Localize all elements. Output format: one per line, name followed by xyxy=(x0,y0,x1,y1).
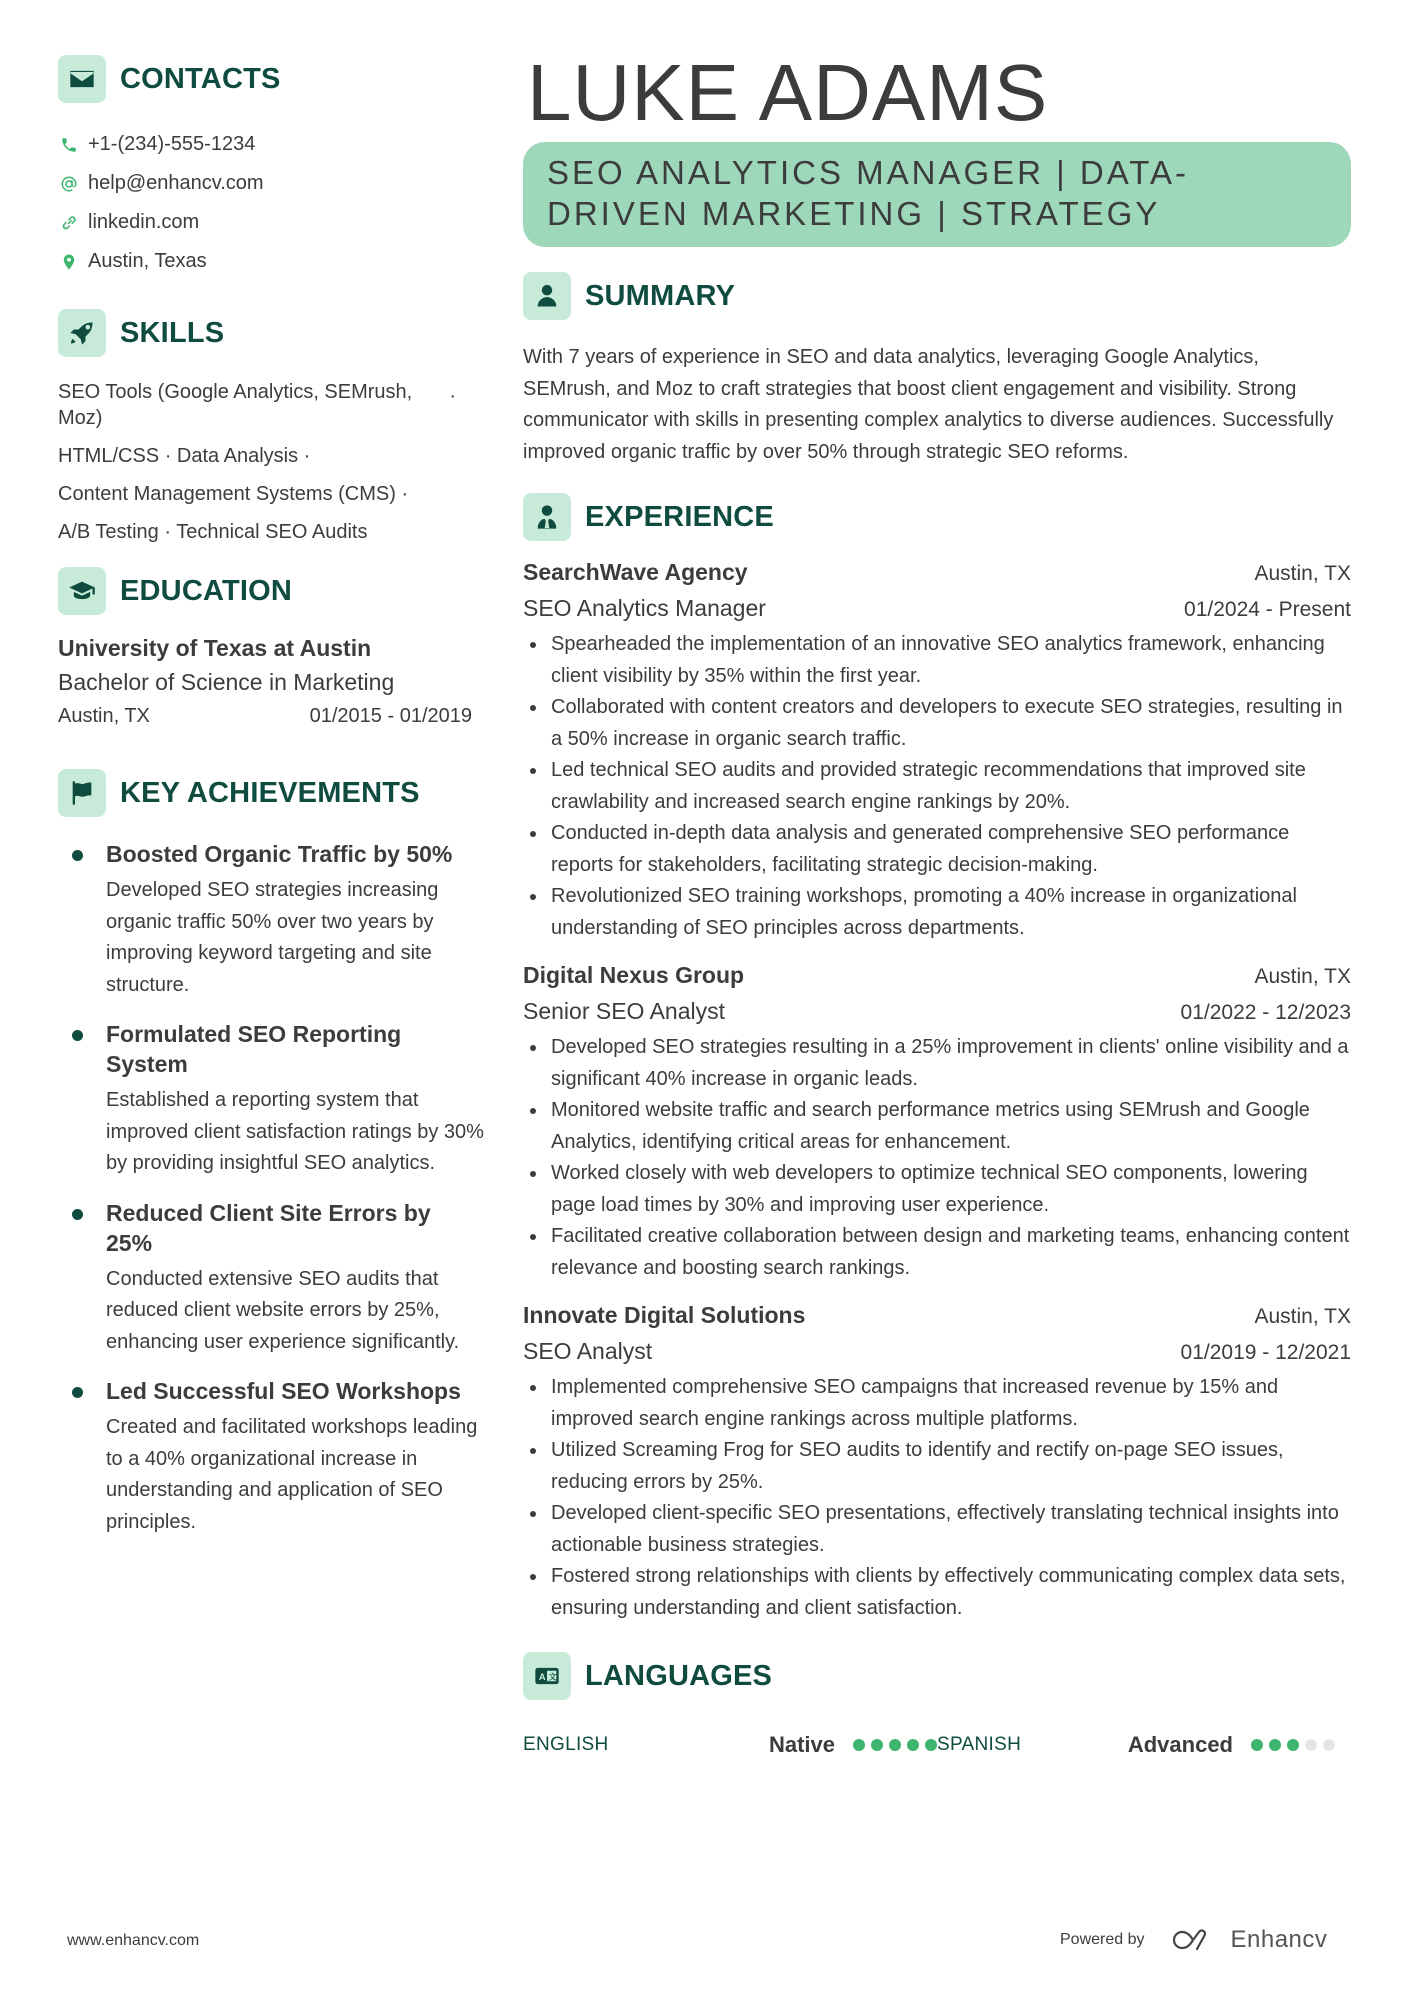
job-bullets xyxy=(523,629,1351,944)
skill-item: A/B Testing xyxy=(58,521,159,543)
graduation-cap-icon xyxy=(58,567,106,615)
achievement-title: Formulated SEO Reporting System xyxy=(106,1021,402,1077)
achievement-item xyxy=(58,1019,484,1180)
job-location: Austin, TX xyxy=(1254,965,1351,988)
user-icon xyxy=(523,272,571,320)
job-role: SEO Analyst xyxy=(523,1338,653,1364)
job-bullet: Developed client-specific SEO presentations, effectively translating technical insights into actionable business strategies. xyxy=(523,1498,1351,1561)
achievements-title: KEY ACHIEVEMENTS xyxy=(120,776,420,809)
achievement-description: Created and facilitated workshops leading to a 40% organizational increase in understanding and application of SEO principles. xyxy=(106,1416,478,1533)
title-banner xyxy=(523,142,1351,247)
language-item xyxy=(937,1732,1351,1758)
dot-filled-icon xyxy=(925,1739,937,1751)
linkedin-value[interactable]: linkedin.com xyxy=(88,211,200,233)
svg-text:A: A xyxy=(538,1672,546,1683)
job-bullets xyxy=(523,1372,1351,1624)
dot-filled-icon xyxy=(889,1739,901,1751)
proficiency-dots xyxy=(1251,1739,1335,1751)
language-name: SPANISH xyxy=(937,1734,1022,1755)
job-company: SearchWave Agency xyxy=(523,559,748,585)
contacts-list xyxy=(58,125,478,281)
skill-line xyxy=(58,379,456,431)
job-subheader-row xyxy=(523,1334,1351,1370)
job-bullet: Developed SEO strategies resulting in a 25% improvement in clients' online visibility and a significant 40% increase in organic leads. xyxy=(523,1032,1351,1095)
left-column xyxy=(58,55,484,1556)
job-company: Innovate Digital Solutions xyxy=(523,1302,806,1328)
contact-phone xyxy=(58,125,478,164)
job-bullet: Monitored website traffic and search performance metrics using SEMrush and Google Analytics, identifying critical areas for enhancement. xyxy=(523,1095,1351,1158)
education-meta xyxy=(58,699,472,733)
dot-filled-icon xyxy=(907,1739,919,1751)
education-header xyxy=(58,567,478,615)
skill-item: Data Analysis xyxy=(176,445,299,467)
job-bullet: Fostered strong relationships with clients by effectively communicating complex data sets, ensuring understanding and client satisfaction. xyxy=(523,1561,1351,1624)
job-subheader-row xyxy=(523,994,1351,1030)
job-bullets xyxy=(523,1032,1351,1284)
job-entry xyxy=(523,555,1351,944)
bullet-dot-icon xyxy=(72,850,83,861)
skill-item: HTML/CSS xyxy=(58,445,160,467)
summary-header xyxy=(523,272,1351,320)
languages-list xyxy=(523,1730,1351,1760)
link-icon xyxy=(58,212,80,234)
job-bullet: Worked closely with web developers to optimize technical SEO components, lowering page load times by 30% and improving user experience. xyxy=(523,1158,1351,1221)
language-level: Advanced xyxy=(1127,1732,1233,1757)
candidate-title: SEO ANALYTICS MANAGER | DATA-DRIVEN MARKETING | STRATEGY xyxy=(547,154,1190,232)
proficiency-dots xyxy=(853,1739,937,1751)
location-value: Austin, Texas xyxy=(88,250,207,272)
job-bullet: Collaborated with content creators and developers to execute SEO strategies, resulting in a 50% increase in organic search traffic. xyxy=(523,692,1351,755)
svg-text:文: 文 xyxy=(548,1672,557,1682)
phone-value[interactable]: +1-(234)-555-1234 xyxy=(88,133,256,155)
job-header-row xyxy=(523,1298,1351,1334)
right-column xyxy=(523,48,1351,1760)
candidate-name: LUKE ADAMS xyxy=(527,48,1049,137)
email-value[interactable]: help@enhancv.com xyxy=(88,172,264,194)
dot-filled-icon xyxy=(871,1739,883,1751)
job-subheader-row xyxy=(523,591,1351,627)
skills-list xyxy=(58,379,478,545)
skill-item: Technical SEO Audits xyxy=(176,521,368,543)
job-company: Digital Nexus Group xyxy=(523,962,745,988)
job-header-row xyxy=(523,555,1351,591)
footer-branding xyxy=(1060,1926,1327,1954)
dot-empty-icon xyxy=(1323,1739,1335,1751)
languages-title: LANGUAGES xyxy=(585,1659,773,1692)
achievements-header xyxy=(58,769,478,817)
job-entry xyxy=(523,1298,1351,1624)
language-name: ENGLISH xyxy=(523,1734,609,1755)
experience-header xyxy=(523,493,1351,541)
user-tie-icon xyxy=(523,493,571,541)
education-location: Austin, TX xyxy=(58,705,150,727)
flag-icon xyxy=(58,769,106,817)
brand-name: Enhancv xyxy=(1230,1926,1328,1953)
job-bullet: Conducted in-depth data analysis and generated comprehensive SEO performance reports for stakeholders, facilitating strategic decision-making. xyxy=(523,818,1351,881)
skill-item: SEO Tools (Google Analytics, SEMrush, Moz) xyxy=(58,381,413,429)
skill-line xyxy=(58,443,478,469)
contacts-title: CONTACTS xyxy=(120,62,281,95)
language-item xyxy=(523,1732,937,1758)
contact-location xyxy=(58,242,478,281)
languages-header xyxy=(523,1652,1351,1700)
summary-text: With 7 years of experience in SEO and data analytics, leveraging Google Analytics, SEMrush, and Moz to craft strategies that boost client engagement and visibility. Strong communicator with skills in presenting complex analytics to diverse audiences. Successfully improved organic traffic by over 50% through strategic SEO reforms. xyxy=(523,346,1334,463)
dot-filled-icon xyxy=(1269,1739,1281,1751)
skill-separator: · xyxy=(164,445,177,467)
summary-title: SUMMARY xyxy=(585,279,736,312)
job-bullet: Revolutionized SEO training workshops, promoting a 40% increase in organizational understanding of SEO principles across departments. xyxy=(523,881,1351,944)
bullet-dot-icon xyxy=(72,1387,83,1398)
skill-item: Content Management Systems (CMS) xyxy=(58,483,396,505)
job-role: Senior SEO Analyst xyxy=(523,998,725,1024)
envelope-icon xyxy=(58,55,106,103)
achievement-item xyxy=(58,839,478,1001)
contact-linkedin xyxy=(58,203,478,242)
job-bullet: Facilitated creative collaboration between design and marketing teams, enhancing content relevance and boosting search rankings. xyxy=(523,1221,1351,1284)
at-icon xyxy=(58,173,80,195)
job-location: Austin, TX xyxy=(1254,562,1351,585)
achievement-title: Reduced Client Site Errors by 25% xyxy=(106,1199,431,1256)
job-header-row xyxy=(523,958,1351,994)
contact-email xyxy=(58,164,478,203)
language-level: Native xyxy=(768,1732,835,1757)
skill-separator: · xyxy=(401,483,409,505)
footer-website[interactable]: www.enhancv.com xyxy=(67,1932,200,1949)
education-degree: Bachelor of Science in Marketing xyxy=(58,669,395,695)
enhancv-logo-icon xyxy=(1171,1927,1219,1953)
bullet-dot-icon xyxy=(72,1030,83,1041)
dot-filled-icon xyxy=(853,1739,865,1751)
job-dates: 01/2024 - Present xyxy=(1184,598,1351,621)
achievement-item xyxy=(58,1376,478,1538)
job-role: SEO Analytics Manager xyxy=(523,595,766,621)
translate-icon xyxy=(523,1652,571,1700)
skill-line xyxy=(58,481,478,507)
bullet-dot-icon xyxy=(72,1209,83,1220)
job-bullet: Utilized Screaming Frog for SEO audits to identify and rectify on-page SEO issues, reducing errors by 25%. xyxy=(523,1435,1351,1498)
skill-separator: · xyxy=(164,521,177,543)
achievement-description: Established a reporting system that improved client satisfaction ratings by 30% by providing insightful SEO analytics. xyxy=(106,1089,484,1174)
achievement-description: Conducted extensive SEO audits that reduced client website errors by 25%, enhancing user experience significantly. xyxy=(106,1267,460,1353)
powered-by-label: Powered by xyxy=(1060,1931,1145,1948)
dot-filled-icon xyxy=(1287,1739,1299,1751)
skill-line xyxy=(58,519,478,545)
job-dates: 01/2019 - 12/2021 xyxy=(1180,1341,1351,1364)
achievement-description: Developed SEO strategies increasing organic traffic 50% over two years by improving keyword targeting and site structure. xyxy=(106,879,439,996)
education-dates: 01/2015 - 01/2019 xyxy=(309,705,472,727)
achievement-item xyxy=(58,1198,478,1359)
location-pin-icon xyxy=(58,251,80,273)
job-bullet: Led technical SEO audits and provided strategic recommendations that improved site crawlability and increased search engine rankings by 20%. xyxy=(523,755,1351,818)
contacts-header xyxy=(58,55,478,103)
job-bullet: Implemented comprehensive SEO campaigns that increased revenue by 15% and improved search engine rankings across multiple platforms. xyxy=(523,1372,1351,1435)
skills-header xyxy=(58,309,478,357)
job-entry xyxy=(523,958,1351,1284)
education-entry xyxy=(58,631,478,733)
skills-title: SKILLS xyxy=(120,316,225,349)
phone-icon xyxy=(58,134,80,156)
job-bullet: Spearheaded the implementation of an innovative SEO analytics framework, enhancing client visibility by 35% within the first year. xyxy=(523,629,1351,692)
achievements-list xyxy=(58,839,484,1538)
job-location: Austin, TX xyxy=(1254,1305,1351,1328)
achievement-title: Led Successful SEO Workshops xyxy=(106,1378,461,1404)
skill-separator: · xyxy=(449,385,456,407)
education-title: EDUCATION xyxy=(120,574,293,607)
dot-empty-icon xyxy=(1305,1739,1317,1751)
rocket-icon xyxy=(58,309,106,357)
experience-title: EXPERIENCE xyxy=(585,500,774,533)
skill-separator: · xyxy=(303,445,311,467)
dot-filled-icon xyxy=(1251,1739,1263,1751)
achievement-title: Boosted Organic Traffic by 50% xyxy=(106,841,453,867)
education-school: University of Texas at Austin xyxy=(58,635,372,661)
job-dates: 01/2022 - 12/2023 xyxy=(1180,1001,1351,1024)
